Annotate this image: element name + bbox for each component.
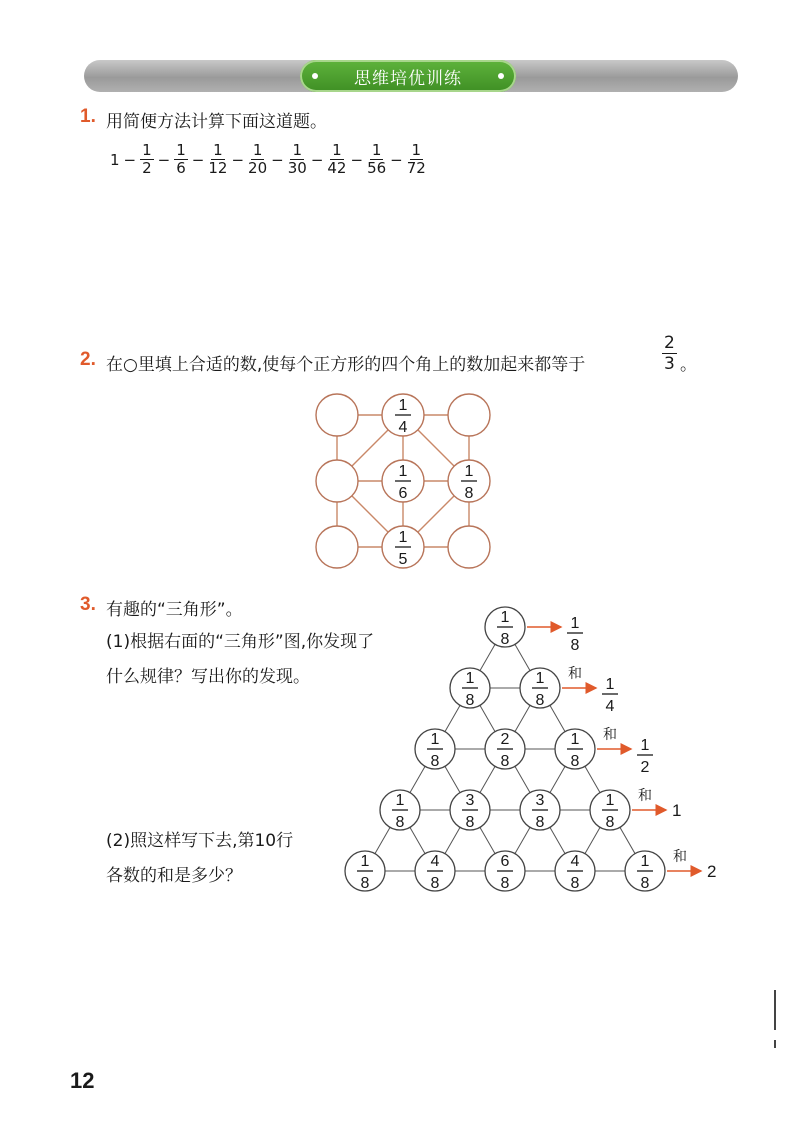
triangle-node-fraction-denominator: 8 xyxy=(465,814,475,831)
fraction-denominator: 30 xyxy=(287,159,307,177)
fraction-numerator: 1 xyxy=(142,141,152,159)
triangle-node-fraction-denominator: 8 xyxy=(360,875,370,892)
margin-mark xyxy=(774,990,776,1030)
row-sum-fraction-denominator: 8 xyxy=(570,637,580,654)
question-2-number: 2. xyxy=(80,349,96,370)
triangle-node-fraction-numerator: 4 xyxy=(430,853,440,870)
sum-label: 和 xyxy=(673,849,687,865)
minus-sign: − xyxy=(271,150,284,169)
row-sum-fraction-denominator: 4 xyxy=(605,698,615,715)
triangle-node-fraction-numerator: 2 xyxy=(500,731,510,748)
grid-node-fraction-denominator: 8 xyxy=(464,485,474,502)
minus-sign: − xyxy=(157,150,171,169)
grid-node-fraction-numerator: 1 xyxy=(398,397,408,414)
grid-node-fraction-numerator: 1 xyxy=(464,463,474,480)
empty-node xyxy=(316,526,358,568)
fraction-numerator: 1 xyxy=(213,141,223,159)
triangle-node-fraction-numerator: 1 xyxy=(395,792,405,809)
triangle-node-fraction-denominator: 8 xyxy=(605,814,615,831)
triangle-node-fraction-numerator: 1 xyxy=(640,853,650,870)
question-3-part1-line2: 什么规律？写出你的发现。 xyxy=(106,667,310,687)
triangle-node-fraction-denominator: 8 xyxy=(430,875,440,892)
triangle-node-fraction-denominator: 8 xyxy=(500,753,510,770)
grid-node-fraction-numerator: 1 xyxy=(398,463,408,480)
triangle-node-fraction-numerator: 1 xyxy=(430,731,440,748)
expression-lead: 1 xyxy=(110,150,120,169)
triangle-node-fraction-denominator: 8 xyxy=(395,814,405,831)
minus-sign: − xyxy=(231,150,245,169)
question-3-part2-line2: 各数的和是多少？ xyxy=(106,866,242,886)
question-1-text: 用简便方法计算下面这道题。 xyxy=(106,112,327,132)
fraction-numerator: 1 xyxy=(252,141,263,159)
empty-node xyxy=(316,394,358,436)
triangle-node-fraction-numerator: 1 xyxy=(605,792,615,809)
triangle-node-fraction-denominator: 8 xyxy=(640,875,650,892)
sum-label: 和 xyxy=(568,666,582,682)
fraction-numerator: 1 xyxy=(411,141,422,159)
grid-node-fraction-denominator: 4 xyxy=(398,419,408,436)
triangle-node-fraction-denominator: 8 xyxy=(500,875,510,892)
triangle-node-fraction-numerator: 6 xyxy=(500,853,510,870)
minus-sign: − xyxy=(123,150,137,169)
square-grid-figure xyxy=(316,394,490,568)
question-3-part1-line1: (1)根据右面的“三角形”图,你发现了 xyxy=(106,632,375,652)
minus-sign: − xyxy=(390,150,403,169)
triangle-node-fraction-numerator: 1 xyxy=(535,670,545,687)
row-sum-fraction-numerator: 1 xyxy=(640,737,650,754)
grid-node-fraction-numerator: 1 xyxy=(398,529,408,546)
fraction-denominator: 42 xyxy=(327,159,347,177)
sum-label: 和 xyxy=(638,788,652,804)
fraction-denominator: 6 xyxy=(176,159,186,177)
triangle-node-fraction-numerator: 3 xyxy=(465,792,475,809)
question-2-text: 在○里填上合适的数,使每个正方形的四个角上的数加起来都等于 xyxy=(106,355,586,375)
minus-sign: − xyxy=(350,150,364,169)
minus-sign: − xyxy=(310,150,324,169)
triangle-node-fraction-denominator: 8 xyxy=(570,875,580,892)
triangle-node-fraction-denominator: 8 xyxy=(500,631,510,648)
sum-label: 和 xyxy=(603,727,617,743)
margin-mark xyxy=(774,1040,776,1048)
fraction-denominator: 56 xyxy=(367,159,387,177)
triangle-node-fraction-numerator: 1 xyxy=(360,853,370,870)
empty-node xyxy=(316,460,358,502)
row-sum-fraction-numerator: 1 xyxy=(605,676,615,693)
empty-node xyxy=(448,394,490,436)
question-3-number: 3. xyxy=(80,594,96,615)
question-3-title: 有趣的“三角形”。 xyxy=(106,600,243,620)
fraction-denominator: 20 xyxy=(248,159,268,177)
fraction-numerator: 1 xyxy=(332,141,342,159)
section-title: 思维培优训练 xyxy=(354,68,462,89)
empty-node xyxy=(448,526,490,568)
page-number: 12 xyxy=(70,1068,95,1093)
target-denominator: 3 xyxy=(664,354,675,374)
number-triangle-figure xyxy=(345,607,716,892)
fraction-denominator: 12 xyxy=(208,159,228,177)
fraction-denominator: 72 xyxy=(406,159,426,177)
question-2-period: 。 xyxy=(680,355,697,375)
fraction-numerator: 1 xyxy=(292,141,303,159)
triangle-node-fraction-numerator: 1 xyxy=(500,609,510,626)
fraction-numerator: 1 xyxy=(176,141,186,159)
triangle-node-fraction-denominator: 8 xyxy=(465,692,475,709)
question-1-number: 1. xyxy=(80,106,96,127)
triangle-node-fraction-denominator: 8 xyxy=(570,753,580,770)
row-sum-fraction-numerator: 1 xyxy=(570,615,580,632)
triangle-node-fraction-numerator: 3 xyxy=(535,792,545,809)
triangle-node-fraction-denominator: 8 xyxy=(535,814,545,831)
fraction-numerator: 1 xyxy=(371,141,382,159)
fraction-denominator: 2 xyxy=(142,159,152,177)
question-3-part2-line1: (2)照这样写下去,第10行 xyxy=(106,831,294,851)
triangle-node-fraction-numerator: 1 xyxy=(570,731,580,748)
row-sum-fraction-denominator: 2 xyxy=(640,759,650,776)
minus-sign: − xyxy=(191,150,205,169)
row-sum-value: 2 xyxy=(707,862,717,881)
triangle-node-fraction-numerator: 1 xyxy=(465,670,475,687)
triangle-node-fraction-numerator: 4 xyxy=(570,853,580,870)
grid-node-fraction-denominator: 5 xyxy=(398,551,408,568)
row-sum-value: 1 xyxy=(672,801,682,820)
triangle-node-fraction-denominator: 8 xyxy=(535,692,545,709)
target-numerator: 2 xyxy=(664,333,675,353)
grid-node-fraction-denominator: 6 xyxy=(398,485,408,502)
triangle-node-fraction-denominator: 8 xyxy=(430,753,440,770)
